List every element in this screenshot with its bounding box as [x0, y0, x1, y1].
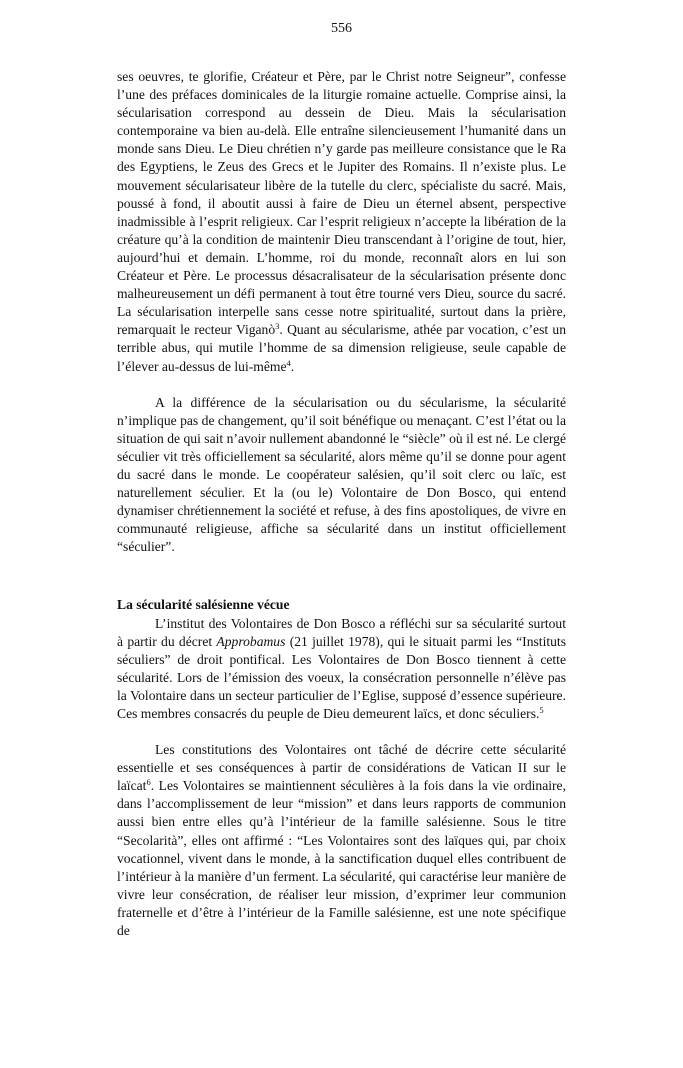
paragraph-3-text-a: L’institut des Volontaires de Don Bosco a réfléchi sur sa sécularité surtout à partir du décret — [117, 615, 566, 649]
paragraph-4-text-a: Les constitutions des Volontaires ont tâché de décrire cette sécularité essentielle et ses conséquences à partir de considérations de Vatican II sur le laïcat — [117, 742, 566, 794]
paragraph-1-text-c: . — [290, 358, 295, 374]
footnote-ref-3[interactable]: 3 — [275, 321, 280, 332]
paragraph-1 — [117, 68, 566, 376]
decree-title: Approbamus — [216, 633, 286, 649]
paragraph-2: A la différence de la sécularisation ou du sécularisme, la sécularité n’implique pas de changement, qu’il soit bénéfique ou menaçant. C’est l’état ou la situation de qui sait n’avoir nullement abandonné le “siècle” où il est né. Le clergé séculier vit très officiellement sa sécularité, alors même qu’il se donne pour agent du sacré dans le monde. Le coopérateur salésien, qu’il soit clerc ou laïc, est naturellement séculier. Et la (ou le) Volontaire de Don Bosco, qui entend dynamiser chrétiennement la société et refuse, à des fins apostoliques, de vivre en communauté religieuse, affiche sa sécularité dans un institut officiellement “séculier”. — [117, 394, 566, 555]
footnote-ref-4[interactable]: 4 — [286, 357, 291, 368]
paragraph-1-text-b: . Quant au sécularisme, athée par vocation, c’est un terrible abus, qui mutile l’homme de sa dimension religieuse, seule capable de l’élever au-dessus de lui-même — [117, 322, 566, 374]
page-number: 556 — [331, 21, 352, 36]
footnote-ref-5[interactable]: 5 — [539, 705, 544, 715]
paragraph-4 — [117, 741, 566, 940]
paragraph-3-text-b: (21 juillet 1978), qui le situait parmi les “Instituts séculiers” de droit pontifical. Les Volontaires de Don Bosco tiennent à cette sécularité. Lors de l’émission des voeux, la consécration personnelle n’élève pas la Volontaire dans un secteur particulier de l’Eglise, supposé d’essence supérieure. Ces membres consacrés du peuple de Dieu demeurent laïcs, et donc séculiers. — [117, 633, 566, 721]
paragraph-4-text-b: . Les Volontaires se maintiennent séculières à la fois dans la vie ordinaire, dans l’accomplissement de leur “mission” et dans leurs rapports de communion aussi bien entre elles qu’à l’intérieur de la famille salésienne. Sous le titre “Secolarità”, elles ont affirmé : “Les Volontaires sont des laïques qui, par choix vocationnel, vivent dans le monde, à la sanctification duquel elles contribuent de l’intérieur à la manière d’un ferment. La sécularité, qui caractérise leur manière de vivre leur consécration, de réaliser leur mission, d’exprimer leur communion fraternelle et d’être à l’intérieur de la Famille salésienne, est une note spécifique de — [117, 778, 566, 939]
body-text — [117, 68, 566, 940]
section-heading: La sécularité salésienne vécue — [117, 597, 290, 613]
footnote-ref-6[interactable]: 6 — [146, 777, 151, 788]
paragraph-1-text-a: ses oeuvres, te glorifie, Créateur et Père, par le Christ notre Seigneur”, confesse l’une des préfaces dominicales de la liturgie romaine actuelle. Comprise ainsi, la sécularisation correspond au dessein de Dieu. Mais la sécularisation contemporaine va bien au-delà. Elle entraîne silencieusement l’humanité dans un monde sans Dieu. Le Dieu chrétien n’y garde pas meilleure consistance que le Ra des Egyptiens, le Zeus des Grecs et le Jupiter des Romains. Il n’existe plus. Le mouvement sécularisateur libère de la tutelle du clerc, spécialiste du sacré. Mais, poussé à fond, il aboutit aussi à faire de Dieu un éternel absent, perspective inadmissible à l’esprit religieux. Car l’esprit religieux n’accepte la libération de la créature qu’à la condition de maintenir Dieu transcendant à l’origine de tout, hier, aujourd’hui et demain. L’homme, roi du monde, reconnaît alors en lui son Créateur et Père. Le processus désacralisateur de la sécularisation présente donc malheureusement un défi permanent à tout être tourné vers Dieu, source du sacré. La sécularisation interpelle sans cesse notre spiritualité, surtout dans la prière, remarquait le recteur Viganò — [117, 69, 566, 338]
paragraph-3 — [117, 615, 566, 724]
